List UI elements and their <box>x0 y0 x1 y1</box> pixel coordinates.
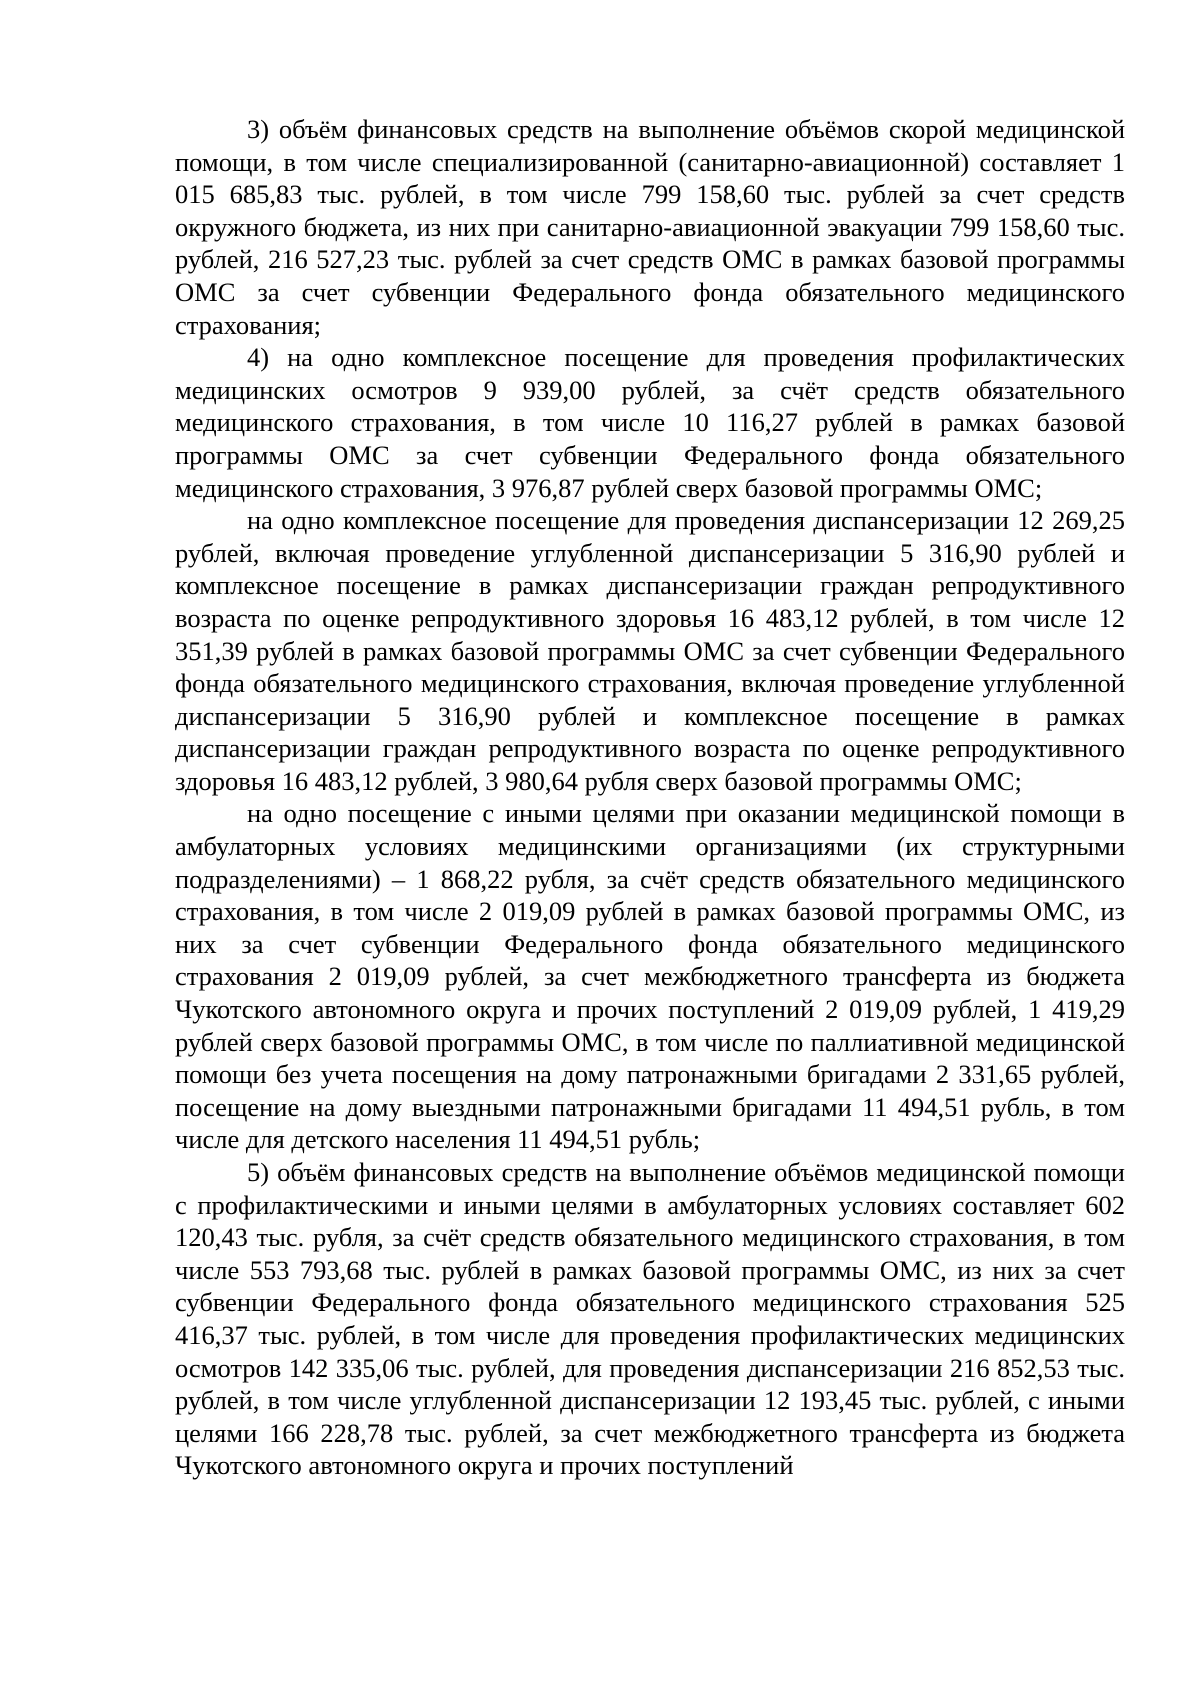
paragraph-other-purpose-visit-cost: на одно посещение с иными целями при оказании медицинской помощи в амбулаторных условиях медицинскими организациями (их структурными подразделениями) – 1 868,22 рубля, за счёт средств обязательного медицинского страхования, в том числе 2 019,09 рублей в рамках базовой программы ОМС, из них за счет субвенции Федерального фонда обязательного медицинского страхования 2 019,09 рублей, за счет межбюджетного трансферта из бюджета Чукотского автономного округа и прочих поступлений 2 019,09 рублей, 1 419,29 рублей сверх базовой программы ОМС, в том числе по паллиативной медицинской помощи без учета посещения на дому патронажными бригадами 2 331,65 рублей, посещение на дому выездными патронажными бригадами 11 494,51 рубль, в том числе для детского населения 11 494,51 рубль; <box>175 798 1125 1155</box>
paragraph-item-5-outpatient-funding: 5) объём финансовых средств на выполнение объёмов медицинской помощи с профилактическими и иными целями в амбулаторных условиях составляет 602 120,43 тыс. рубля, за счёт средств обязательного медицинского страхования, в том числе 553 793,68 тыс. рублей в рамках базовой программы ОМС, из них за счет субвенции Федерального фонда обязательного медицинского страхования 525 416,37 тыс. рублей, в том числе для проведения профилактических медицинских осмотров 142 335,06 тыс. рублей, для проведения диспансеризации 216 852,53 тыс. рублей, в том числе углубленной диспансеризации 12 193,45 тыс. рублей, с иными целями 166 228,78 тыс. рублей, за счет межбюджетного трансферта из бюджета Чукотского автономного округа и прочих поступлений <box>175 1157 1125 1481</box>
paragraph-item-3-ambulance-funding: 3) объём финансовых средств на выполнение объёмов скорой медицинской помощи, в том числе специализированной (санитарно-авиационной) составляет 1 015 685,83 тыс. рублей, в том числе 799 158,60 тыс. рублей за счет средств окружного бюджета, из них при санитарно-авиационной эвакуации 799 158,60 тыс. рублей, 216 527,23 тыс. рублей за счет средств ОМС в рамках базовой программы ОМС за счет субвенции Федерального фонда обязательного медицинского страхования; <box>175 114 1125 340</box>
paragraph-dispensary-visit-cost: на одно комплексное посещение для проведения диспансеризации 12 269,25 рублей, включая проведение углубленной диспансеризации 5 316,90 рублей и комплексное посещение в рамках диспансеризации граждан репродуктивного возраста по оценке репродуктивного здоровья 16 483,12 рублей, в том числе 12 351,39 рублей в рамках базовой программы ОМС за счет субвенции Федерального фонда обязательного медицинского страхования, включая проведение углубленной диспансеризации 5 316,90 рублей и комплексное посещение в рамках диспансеризации граждан репродуктивного возраста по оценке репродуктивного здоровья 16 483,12 рублей, 3 980,64 рубля сверх базовой программы ОМС; <box>175 505 1125 796</box>
paragraph-item-4-preventive-exam-cost: 4) на одно комплексное посещение для проведения профилактических медицинских осмотров 9 939,00 рублей, за счёт средств обязательного медицинского страхования, в том числе 10 116,27 рублей в рамках базовой программы ОМС за счет субвенции Федерального фонда обязательного медицинского страхования, 3 976,87 рублей сверх базовой программы ОМС; <box>175 342 1125 503</box>
document-page <box>175 113 1125 1482</box>
